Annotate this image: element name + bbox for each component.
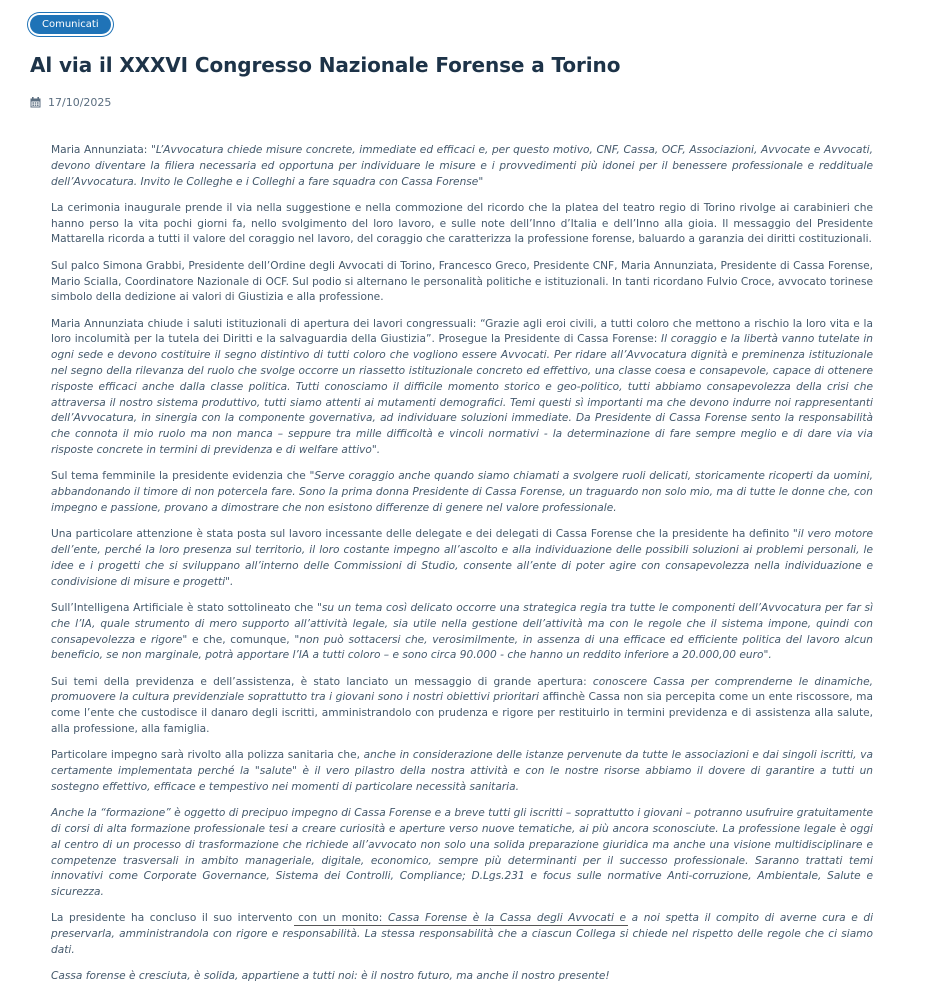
paragraph (51, 911, 873, 958)
category-badge[interactable]: Comunicati (30, 15, 111, 34)
paragraph (51, 748, 873, 795)
paragraph-quote: "non può sottacersi che, verosimilmente, in assenza di una efficace ed efficiente politica del lavoro alcun beneficio, se non marginale, potrà apportare l’IA a tutti coloro – e sono circa 90.000 - che hanno un reddito inferiore a 20.000,00 euro". (51, 633, 874, 662)
paragraph-quote: Cassa Forense è la Cassa degli Avvocati e a noi spetta il compito di averne cura e di preservarla, amministrandola con rigore e responsabilità. La stessa responsabilità che a ciascun Collega si chiede nel rispetto delle regole che ci siamo dati. (51, 912, 874, 957)
date-text: 17/10/2025 (48, 95, 112, 109)
paragraph-quote: "su un tema così delicato occorre una strategica regia tra tutte le componenti dell’Avvocatura per far sì che l’IA, quale strumento di mero supporto all’attività legale, sia utile nella gestione dell’attività ma con le regole che il sistema impone, quindi con consapevolezza e rigore" (51, 601, 873, 646)
publish-date (30, 95, 111, 109)
paragraph-lead: La presidente ha concluso il suo intervento con un monito: (51, 912, 388, 925)
paragraph-lead: Una particolare attenzione è stata posta sul lavoro incessante delle delegate e dei delegati di Cassa Forense che la presidente ha definito (51, 528, 793, 541)
article-title: Al via il XXXVI Congresso Nazionale Forense a Torino (30, 53, 621, 77)
calendar-icon (30, 97, 41, 108)
paragraph-lead: Sul tema femminile la presidente evidenzia che (51, 470, 310, 483)
paragraph-tail: affinchè Cassa non sia percepita come un ente riscossore, ma come l’ente che custodisce il danaro degli iscritti, amministrandolo con prudenza e rigore per restituirlo in termini previdenza e di assistenza alla salute, alla professione, alla famiglia. (51, 691, 873, 735)
paragraph-lead: Particolare impegno sarà rivolto alla polizza sanitaria che, (51, 749, 364, 762)
paragraph (51, 317, 873, 459)
paragraph (51, 601, 873, 664)
paragraph-lead: Sull’Intelligena Artificiale è stato sottolineato che (51, 601, 317, 614)
paragraph-quote: conoscere Cassa per comprenderne le dinamiche, promuovere la cultura previdenziale soprattutto tra i giovani sono i nostri obiettivi prioritari (51, 675, 873, 704)
paragraph-quote: "Serve coraggio anche quando siamo chiamati a svolgere ruoli delicati, storicamente ricoperti da uomini, abbandonando il timore di non potercela fare. Sono la prima donna Presidente di Cassa Forense, un traguardo non solo mio, ma di tutte le donne che, con impegno e passione, provano a dimostrare che non esistono differenze di genere nel valore professionale. (51, 470, 873, 514)
paragraph-mid: e che, comunque, (187, 633, 295, 646)
paragraph (51, 806, 873, 901)
paragraph (51, 675, 873, 738)
article-body (51, 143, 873, 996)
paragraph (51, 469, 873, 516)
paragraph: La cerimonia inaugurale prende il via nella suggestione e nella commozione del ricordo che la platea del teatro regio di Torino rivolge ai carabinieri che hanno perso la vita pochi giorni fa, nello svolgimento del loro lavoro, e sulle note dell’Inno d’Italia e dell’Inno alla gioia. Il messaggio del Presidente Mattarella ricorda a tutti il valore del coraggio nel lavoro, del coraggio che caratterizza la professione forense, baluardo a garanzia dei diritti costituzionali. (51, 201, 873, 246)
paragraph-quote: Cassa forense è cresciuta, è solida, appartiene a tutti noi: è il nostro futuro, ma anche il nostro presente! (51, 970, 610, 983)
paragraph-quote: Anche la “formazione” è oggetto di precipuo impegno di Cassa Forense e a breve tutti gli iscritti – soprattutto i giovani – potranno usufruire gratuitamente di corsi di alta formazione professionale tesi a creare curiosità e aperture verso nuove tematiche, ai più ancora sconosciute. La professione legale è oggi al centro di un processo di trasformazione che richiede all’avvocato non solo una solida preparazione giuridica ma anche una visione multidisciplinare e competenze trasversali in ambito manageriale, digitale, economico, sempre più determinanti per il successo professionale. Saranno trattati temi innovativi come Corporate Governance, Sistema dei Controlli, Compliance; D.Lgs.231 e focus sulle normative Anti-corruzione, Ambientale, Salute e sicurezza. (51, 807, 873, 899)
paragraph-lead: Sui temi della previdenza e dell’assistenza, è stato lanciato un messaggio di grande apertura: (51, 675, 593, 688)
paragraph-quote: "L’Avvocatura chiede misure concrete, immediate ed efficaci e, per questo motivo, CNF, Cassa, OCF, Associazioni, Avvocate e Avvocati, devono diventare la filiera necessaria ed opportuna per individuare le misure e i provvedimenti più idonei per il benessere professionale e reddituale dell’Avvocatura. Invito le Colleghe e i Colleghi a fare squadra con Cassa Forense" (51, 144, 873, 188)
divider (294, 925, 628, 926)
paragraph-lead: Maria Annunziata chiude i saluti istituzionali di apertura dei lavori congressuali: “Grazie agli eroi civili, a tutti coloro che mettono a rischio la loro vita e la loro incolumità per la tutela dei Diritti e la salvaguardia della Giustizia”. Prosegue la Presidente di Cassa Forense: (51, 317, 873, 346)
paragraph (51, 969, 873, 985)
paragraph (51, 143, 873, 190)
paragraph (51, 527, 873, 590)
paragraph-quote: "il vero motore dell’ente, perché la loro presenza sul territorio, il loro costante impegno all’ascolto e alla individuazione delle possibili soluzioni ai problemi personali, le idee e i progetti che si sviluppano all’interno delle Commissioni di Studio, consente all’ente di poter agire con consapevolezza nella individuazione e condivisione di misure e progetti". (51, 528, 873, 588)
paragraph-lead: Maria Annunziata: (51, 144, 151, 156)
paragraph-quote: Il coraggio e la libertà vanno tutelate in ogni sede e devono costituire il segno distintivo di tutti coloro che vogliono essere Avvocati. Per ridare all’Avvocatura dignità e preminenza istituzionale nel segno della rilevanza del ruolo che svolge occorre un riassetto istituzionale concreto ed effettivo, una classe coesa e consapevole, capace di ottenere risposte efficaci anche dalla classe politica. Tutti conosciamo il difficile momento storico e geo-politico, tutti abbiamo consapevolezza della crisi che attraversa il nostro sistema produttivo, tutti siamo attenti ai mutamenti demografici. Temi questi sì importanti ma che devono indurre noi rappresentanti dell’Avvocatura, in sinergia con la componente governativa, ad individuare soluzioni immediate. Da Presidente di Cassa Forense sento la responsabilità che connota il mio ruolo ma non manca – seppure tra mille difficoltà e vincoli normativi - la determinazione di fare sempre meglio e di dare via via risposte concrete in termini di previdenza e di welfare attivo". (51, 333, 873, 457)
paragraph-quote: anche in considerazione delle istanze pervenute da tutte le associazioni e dai singoli iscritti, va certamente implementata perché la "salute" è il vero pilastro della nostra attività e con le nostre risorse abbiamo il dovere di garantire a tutti un sostegno effettivo, efficace e tempestivo nei momenti di particolare necessità sanitaria. (51, 749, 873, 793)
paragraph: Sul palco Simona Grabbi, Presidente dell’Ordine degli Avvocati di Torino, Francesco Greco, Presidente CNF, Maria Annunziata, Presidente di Cassa Forense, Mario Scialla, Coordinatore Nazionale di OCF. Sul podio si alternano le personalità politiche e istituzionali. In tanti ricordano Fulvio Croce, avvocato torinese simbolo della dedizione ai valori di Giustizia e alla professione. (51, 259, 873, 304)
